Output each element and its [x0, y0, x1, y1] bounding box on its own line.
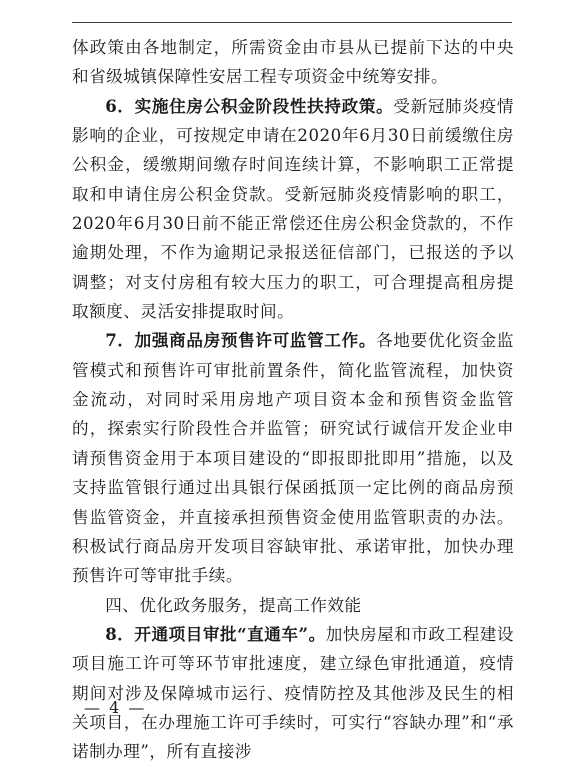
paragraph-continuation: [72, 33, 514, 92]
item-8-text: 加快房屋和市政工程建设项目施工许可等环节审批速度，建立绿色审批通道，疫情期间对涉及保障城市运行、疫情防控及其他涉及民生的相关项目，在办理施工许可手续时，可实行“容缺办理”和“承诺制办理”，所有直接涉: [72, 624, 515, 762]
document-body: [72, 33, 514, 767]
section-4-text: 四、优化政务服务，提高工作效能: [105, 595, 362, 615]
item-6-text: 受新冠肺炎疫情影响的企业，可按规定申请在2020年6月30日前缓缴住房公积金，缓缴期间缴存时间连续计算，不影响职工正常提取和申请住房公积金贷款。受新冠肺炎疫情影响的职工，2020年6月30日前不能正常偿还住房公积金贷款的，不作逾期处理，不作为逾期记录报送征信部门，已报送的予以调整；对支付房租有较大压力的职工，可合理提高租房提取额度、灵活安排提取时间。: [72, 96, 515, 322]
header-rule: [72, 22, 512, 23]
paragraph-item-7: [72, 326, 514, 590]
item-6-heading: 6．实施住房公积金阶段性扶持政策。: [105, 95, 394, 116]
item-8-heading: 8．开通项目审批“直通车”。: [105, 623, 326, 644]
paragraph-text: 体政策由各地制定，所需资金由市县从已提前下达的中央和省级城镇保障性安居工程专项资金中统筹安排。: [72, 38, 514, 87]
paragraph-item-8: [72, 620, 514, 767]
page-number: — 4 —: [84, 698, 147, 717]
item-7-text: 各地要优化资金监管模式和预售许可审批前置条件，简化监管流程，加快资金流动，对同时采用房地产项目资本金和预售资金监管的，探索实行阶段性合并监管；研究试行诚信开发企业申请预售资金用于本项目建设的“即报即批即用”措施，以及支持监管银行通过出具银行保函抵顶一定比例的商品房预售监管资金，并直接承担预售资金使用监管职责的办法。积极试行商品房开发项目容缺审批、承诺审批，加快办理预售许可等审批手续。: [72, 331, 515, 586]
item-7-heading: 7．加强商品房预售许可监管工作。: [105, 330, 377, 351]
paragraph-item-6: [72, 92, 514, 327]
section-heading-4: [72, 591, 514, 620]
